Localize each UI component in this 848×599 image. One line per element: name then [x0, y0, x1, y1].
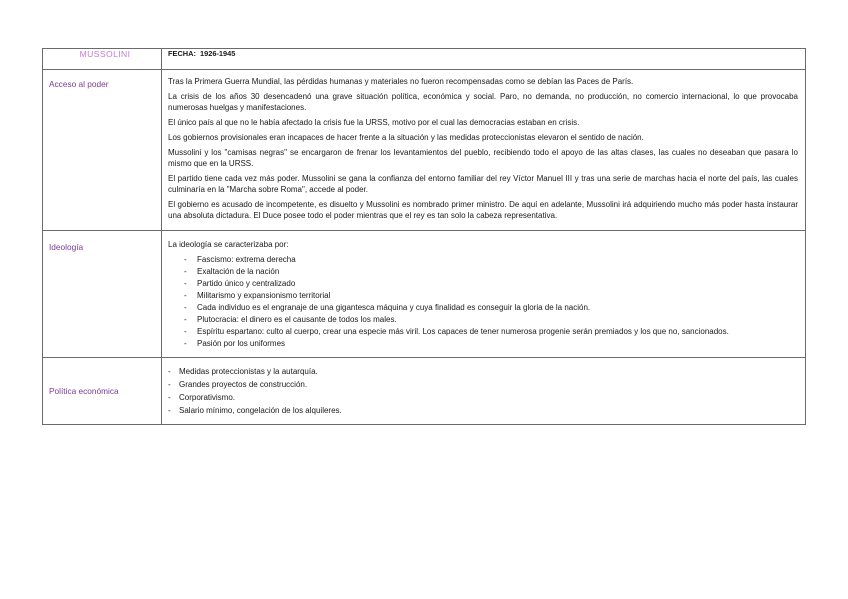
list-item: - Grandes proyectos de construcción. [168, 379, 798, 391]
politica-label-cell [43, 358, 162, 425]
paragraph: El único país al que no le había afectado la crisis fue la URSS, motivo por el cual las democracias estaban en crisis. [168, 117, 580, 127]
list-item: - Espíritu espartano: culto al cuerpo, crear una especie más viril. Los capaces de tener numerosa progenie serán premiados y los que no, sancionados. [184, 327, 798, 337]
row-ideologia [43, 230, 806, 358]
page-title: MUSSOLINI [79, 49, 131, 59]
paragraph: El gobierno es acusado de incompetente, es disuelto y Mussolini es nombrado primer ministro. De aquí en adelante, Mussolini irá adquiriendo mucho más poder hasta instaurar una absoluta dictadura. El Duce posee todo el poder mientras que el rey es tan solo la cabeza representativa. [168, 199, 798, 220]
fecha-value: 1926-1945 [200, 49, 236, 58]
politica-content-cell [162, 358, 806, 425]
list-item: - Plutocracia: el dinero es el causante de todos los males. [184, 315, 798, 325]
paragraph: Tras la Primera Guerra Mundial, las pérdidas humanas y materiales no fueron recompensadas como se debían las Paces de París. [168, 77, 634, 86]
row-label: Ideología [49, 241, 84, 252]
ideologia-label-cell [43, 230, 162, 358]
paragraph: Mussolini y los "camisas negras" se encargaron de frenar los levantamientos del pueblo, recibiendo todo el apoyo de las altas clases, las cuales no deseaban que pasara lo mismo que en la URSS. [168, 148, 798, 168]
acceso-label-cell [43, 70, 162, 231]
row-label: Política económica [49, 386, 119, 397]
list-item: - Salario mínimo, congelación de los alquileres. [168, 405, 798, 417]
fecha-cell [162, 49, 806, 70]
list-item: - Partido único y centralizado [184, 279, 798, 289]
paragraph: Los gobiernos provisionales eran incapaces de hacer frente a la situación y las medidas proteccionistas elevaron el sentido de nación. [168, 133, 644, 143]
ideologia-list [168, 255, 798, 349]
list-item: - Militarismo y expansionismo territorial [184, 291, 798, 301]
list-item: - Fascismo: extrema derecha [184, 255, 798, 265]
paragraph: La crisis de los años 30 desencadenó una grave situación política, económica y social. Paro, no demanda, no producción, no comercio internacional, lo que provocaba numerosas huelgas y manifestaciones. [168, 92, 798, 112]
list-item: - Corporativismo. [168, 392, 798, 404]
row-acceso-al-poder [43, 70, 806, 231]
fecha-label: FECHA: [168, 49, 196, 58]
acceso-content-cell [162, 70, 806, 231]
politica-list [168, 366, 798, 417]
row-politica-economica [43, 358, 806, 425]
ideologia-content-cell [162, 230, 806, 358]
list-item: - Pasión por los uniformes [184, 339, 798, 349]
title-cell [43, 49, 162, 70]
list-item: - Cada individuo es el engranaje de una gigantesca máquina y cuya finalidad es conseguir la gloria de la nación. [184, 303, 798, 313]
list-item: - Exaltación de la nación [184, 267, 798, 277]
ideologia-intro: La ideología se caracterizaba por: [168, 239, 289, 249]
paragraph: El partido tiene cada vez más poder. Mussolini se gana la confianza del entorno familiar del rey Víctor Manuel III y tras una serie de marchas hacia el norte del país, las cuales culminaría en la "Marcha sobre Roma", accede al poder. [168, 174, 798, 194]
row-label: Acceso al poder [49, 79, 109, 89]
list-item: - Medidas proteccionistas y la autarquía. [168, 366, 798, 378]
summary-table [42, 48, 806, 425]
header-row [43, 49, 806, 70]
